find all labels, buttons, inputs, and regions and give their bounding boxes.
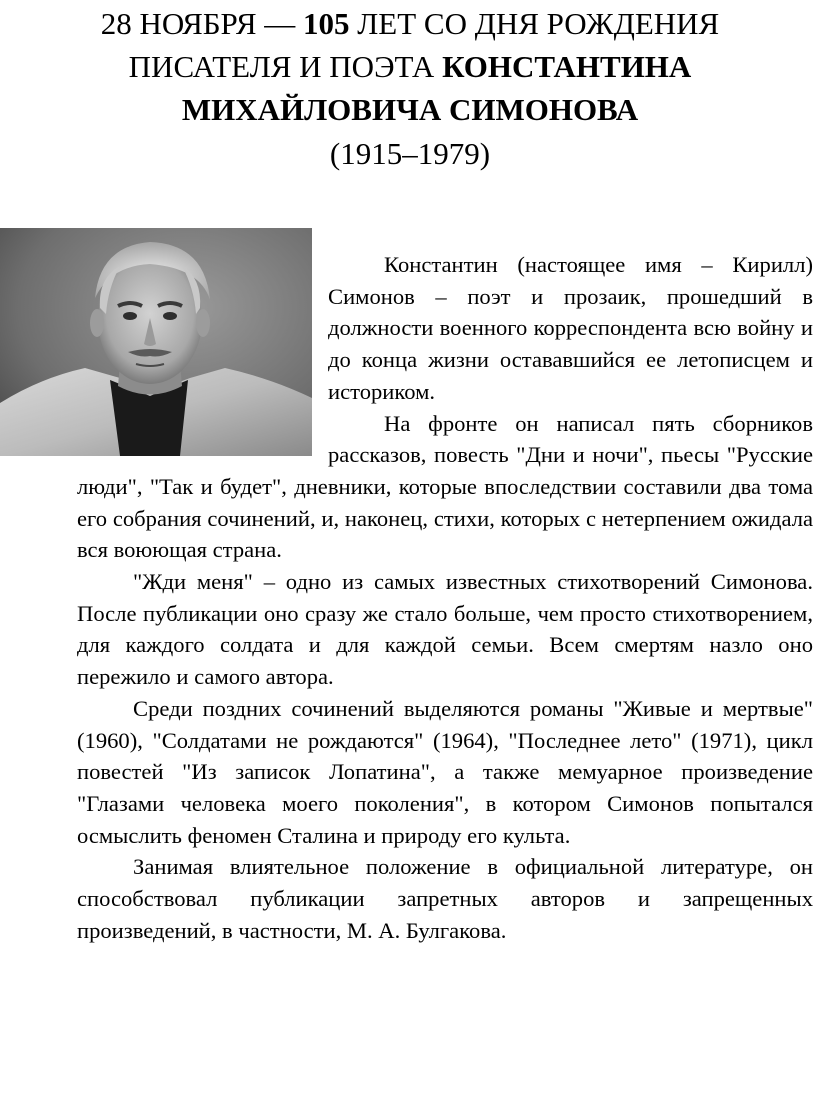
title-text: ЛЕТ СО ДНЯ РОЖДЕНИЯ ПИСАТЕЛЯ И ПОЭТА [128,6,720,84]
title-date: 28 НОЯБРЯ — [100,6,304,41]
paragraph-influence: Занимая влиятельное положение в официальной литературе, он способствовал публикации запретных авторов и запрещенных произведений, в частности, М. А. Булгакова. [77,854,813,943]
photo-text-wrap [77,249,328,467]
page-title [60,2,760,175]
paragraph-late-works: Среди поздних сочинений выделяются романы "Живые и мертвые" (1960), "Солдатами не рождаются" (1964), "Последнее лето" (1971), цикл повестей "Из записок Лопатина", а также мемуарное произведение "Глазами человека моего поколения", в котором Симонов попытался осмыслить феномен Сталина и природу его культа. [77,695,813,848]
paragraph-war-works: На фронте он написал пять сборников рассказов, повесть "Дни и ночи", пьесы "Русские люди", "Так и будет", дневники, которые впоследствии составили два тома его собрания сочинений, и, наконец, стихи, которых с нетерпением ожидала вся воюющая страна. [77,410,813,563]
article-body [77,249,813,946]
life-years: (1915–1979) [329,136,491,171]
title-writer-name: КОНСТАНТИНА МИХАЙЛОВИЧА СИМОНОВА [181,49,692,127]
paragraph-wait-for-me: "Жди меня" – одно из самых известных стихотворений Симонова. После публикации оно сразу же стало больше, чем просто стихотворением, для каждого солдата и для каждой семьи. Всем смертям назло оно пережило и самого автора. [77,569,813,690]
paragraph-intro: Константин (настоящее имя – Кирилл) Симонов – поэт и прозаик, прошедший в должности военного корреспондента всю войну и до конца жизни остававшийся ее летописцем и историком. [328,252,813,404]
title-anniversary-number: 105 [303,6,350,41]
